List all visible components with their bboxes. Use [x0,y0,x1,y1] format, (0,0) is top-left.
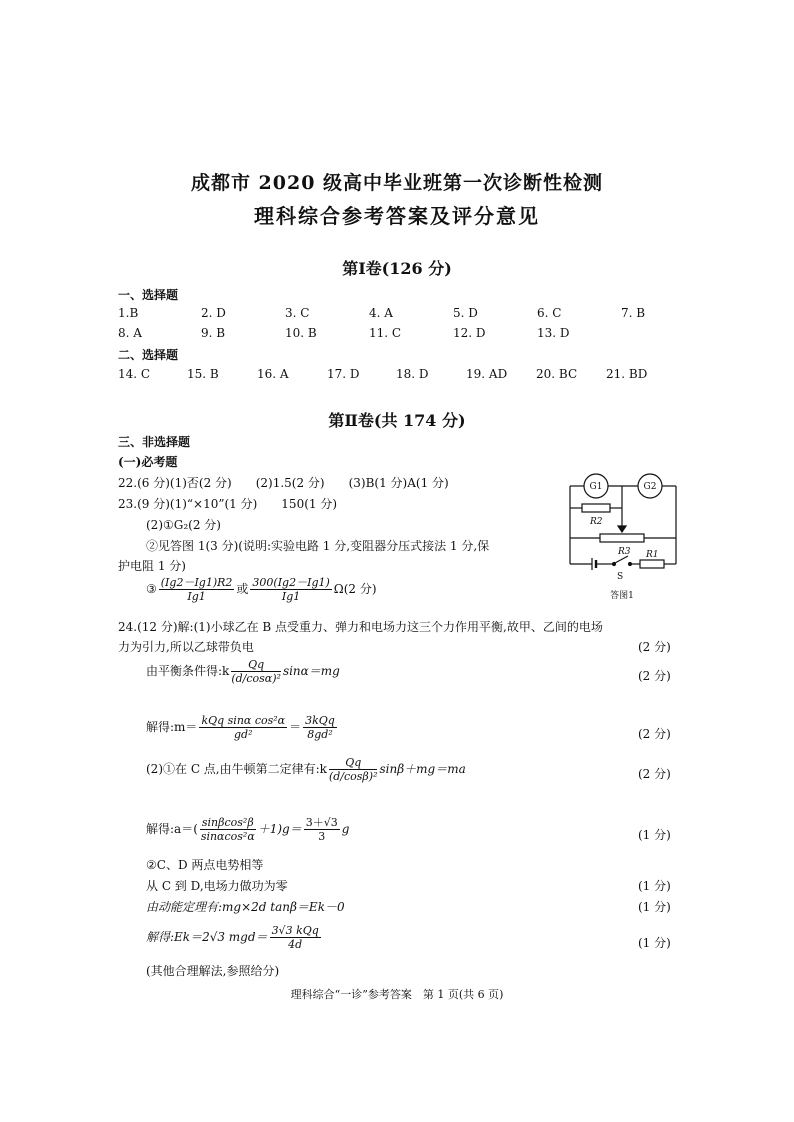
circuit-diagram [560,466,690,606]
answer-item: 1.B [118,306,139,320]
q23-line3: ②见答图 1(3 分)(说明:实验电路 1 分,变阻器分压式接法 1 分,保 [146,539,490,553]
ek-solution: 解得:Ek＝2√3 mgd＝ $\frac{\text{3√3 kQq}}{4d}$ [146,924,319,951]
answer-item: 18. D [396,367,429,381]
q23-formula: ③ $\frac{(Ig2-Ig1)R2}{Ig1}$ 或 $\frac{300(Ig2-Ig1)}{Ig1}$ Ω(2 分) [146,576,377,603]
answer-item: 12. D [453,326,486,340]
q23-line4: 护电阻 1 分) [118,559,186,573]
section3-heading: 三、非选择题 [118,435,191,449]
q23-line1: 23.(9 分)(1)“×10”(1 分) 150(1 分) [118,497,338,511]
note-line: (其他合理解法,参照给分) [146,964,280,978]
part2-title: 第Ⅱ卷(共 174 分) [328,411,466,430]
subtitle: 理科综合参考答案及评分意见 [254,204,540,228]
q24-line1: 24.(12 分)解:(1)小球乙在 B 点受重力、弹力和电场力这三个力作用平衡,故甲、乙间的电场 [118,620,603,634]
newton-equation: (2)①在 C 点,由牛顿第二定律有:k $\frac{Qq}{\text{(d/cosβ)²}}$ sinβ＋mg＝ma [146,756,466,783]
answer-item: 11. C [369,326,402,340]
answer-item: 3. C [285,306,310,320]
energy-line: 由动能定理有:mg×2d tanβ＝Ek－0 [146,900,345,914]
score-6: (1 分) [638,879,671,893]
mass-solution: 解得:m＝ $\frac{\text{kQq sinα cos²α}}{\text{gd²}}$ ＝ $\frac{\text{3kQq}}{\text{8gd²}}$ [146,714,335,741]
answer-item: 9. B [201,326,226,340]
answer-item: 21. BD [606,367,648,381]
score-1: (2 分) [638,640,671,654]
answer-item: 20. BC [536,367,578,381]
answer-item: 8. A [118,326,142,340]
switch-label: S [617,572,624,582]
r2-label: R2 [590,517,603,527]
answer-item: 6. C [537,306,562,320]
answer-item: 17. D [327,367,360,381]
part1-title: 第Ⅰ卷(126 分) [342,259,452,278]
page-footer: 理科综合“一诊”参考答案 第 1 页(共 6 页) [290,988,504,1001]
answer-item: 2. D [201,306,226,320]
score-5: (1 分) [638,828,671,842]
main-title: 成都市 2020 级高中毕业班第一次诊断性检测 [190,172,604,194]
answer-item: 4. A [369,306,393,320]
score-2: (2 分) [638,669,671,683]
potential-line: ②C、D 两点电势相等 [146,858,264,872]
q22-answer: 22.(6 分)(1)否(2 分) (2)1.5(2 分) (3)B(1 分)A(1 分) [118,476,449,490]
mc1-heading: 一、选择题 [118,288,179,302]
r3-label: R3 [618,547,631,557]
g1-label: G1 [589,482,603,492]
work-line: 从 C 到 D,电场力做功为零 [146,879,288,893]
equilibrium-equation: 由平衡条件得:k $\frac{Qq}{\text{(d/cosα)²}}$ sinα＝mg [146,658,340,685]
required-heading: (一)必考题 [118,455,178,469]
figure-caption: 答图1 [610,591,634,601]
score-7: (1 分) [638,900,671,914]
q24-line2: 力为引力,所以乙球带负电 [118,640,254,654]
g2-label: G2 [643,482,657,492]
score-3: (2 分) [638,727,671,741]
r1-label: R1 [646,550,659,560]
answer-item: 15. B [187,367,219,381]
mc2-heading: 二、选择题 [118,348,179,362]
answer-item: 16. A [257,367,289,381]
acceleration-solution: 解得:a＝( $\frac{\text{sinβcos²β}}{\text{sinαcos²α}}$ ＋1)g＝ $\frac{3+√3}{3}$ g [146,816,350,843]
answer-item: 10. B [285,326,317,340]
answer-item: 5. D [453,306,478,320]
score-8: (1 分) [638,936,671,950]
answer-item: 13. D [537,326,570,340]
answer-item: 14. C [118,367,151,381]
answer-item: 19. AD [466,367,508,381]
score-4: (2 分) [638,767,671,781]
q23-line2: (2)①G₂(2 分) [146,518,221,532]
answer-item: 7. B [621,306,646,320]
